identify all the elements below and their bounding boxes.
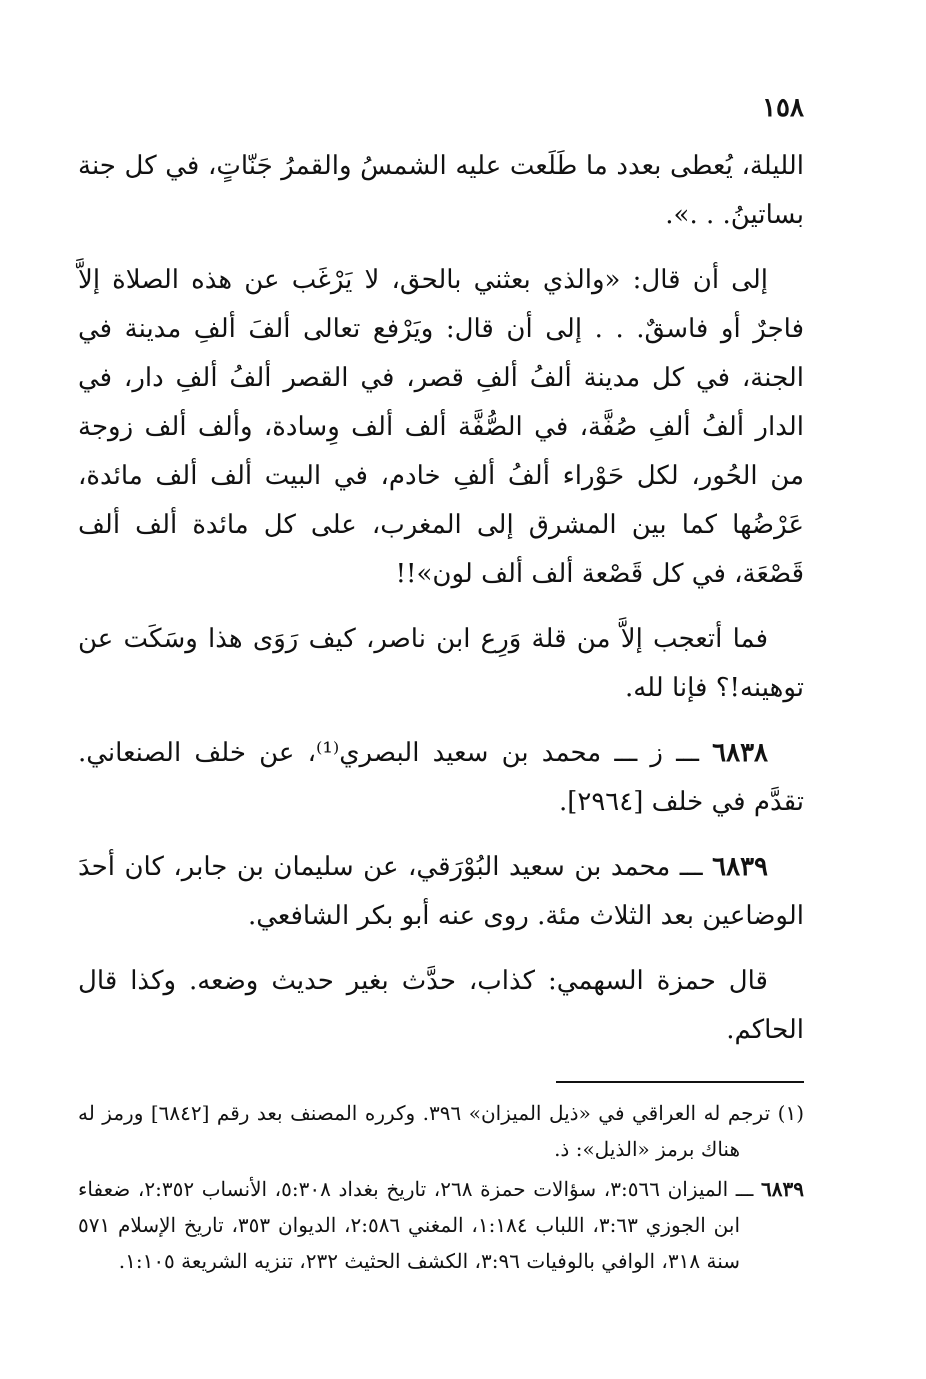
footnote-1 <box>78 1095 804 1167</box>
entry-text: ـــ ز ـــ محمد بن سعيد البصري⁽¹⁾، عن خلف الصنعاني. تقدَّم في خلف [٢٩٦٤]. <box>78 738 804 817</box>
sources-note <box>78 1171 804 1279</box>
sources-entry-number: ٦٨٣٩ <box>761 1177 804 1201</box>
footnote-divider <box>556 1081 804 1083</box>
entry-number: ٦٨٣٩ <box>712 852 768 882</box>
footnote-marker: (١) <box>777 1101 804 1125</box>
book-page <box>78 88 804 1283</box>
sources-text: ـــ الميزان ٣:٥٦٦، سؤالات حمزة ٢٦٨، تاريخ بغداد ٥:٣٠٨، الأنساب ٢:٣٥٢، ضعفاء ابن الجوزي ٣:٦٣، اللباب ١:١٨٤، المغني ٢:٥٨٦، الديوان ٣٥٣، تاريخ الإسلام ٥٧١ سنة ٣١٨، الوافي بالوفيات ٣:٩٦، الكشف الحثيث ٢٣٢، تنزيه الشريعة ١:١٠٥. <box>78 1177 754 1273</box>
paragraph-author-comment: فما أتعجب إلاَّ من قلة وَرِع ابن ناصر، كيف رَوَى هذا وسَكَت عن توهينه!؟ فإنا لله. <box>78 624 804 703</box>
paragraph-continuation: الليلة، يُعطى بعدد ما طَلَعت عليه الشمسُ والقمرُ جَنّاتٍ، في كل جنة بساتينُ. . .». <box>78 151 804 230</box>
paragraph-hadith-quote: إلى أن قال: «والذي بعثني بالحق، لا يَرْغَب عن هذه الصلاة إلاَّ فاجرٌ أو فاسقٌ. . . إلى أن قال: ويَرْفع تعالى ألفَ ألفِ مدينة في الجنة، في كل مدينة ألفُ ألفِ قصر، في القصر ألفُ ألفِ دار، في الدار ألفُ ألفِ صُفَّة، في الصُّفَّة ألف ألف وِسادة، وألف ألف زوجة من الحُور، لكل حَوْراء ألفُ ألفِ خادم، في البيت ألف ألف مائدة، عَرْضُها كما بين المشرق إلى المغرب، على كل مائدة ألف ألف قَصْعَة، في كل قَصْعة ألف ألف لون»!! <box>78 265 804 589</box>
footnote-text: ترجم له العراقي في «ذيل الميزان» ٣٩٦. وكرره المصنف بعد رقم [٦٨٤٢] ورمز له هناك برمز «الذيل»: ذ. <box>78 1101 771 1161</box>
paragraph-hamza-quote: قال حمزة السهمي: كذاب، حدَّث بغير حديث وضعه. وكذا قال الحاكم. <box>78 966 804 1045</box>
entry-text: ـــ محمد بن سعيد البُوْرَقي، عن سليمان بن جابر، كان أحدَ الوضاعين بعد الثلاث مئة. روى عنه أبو بكر الشافعي. <box>78 852 804 931</box>
entry-number: ٦٨٣٨ <box>712 738 768 768</box>
page-number: ١٥٨ <box>762 93 804 123</box>
entry-6838 <box>78 729 804 827</box>
entry-6839 <box>78 843 804 941</box>
